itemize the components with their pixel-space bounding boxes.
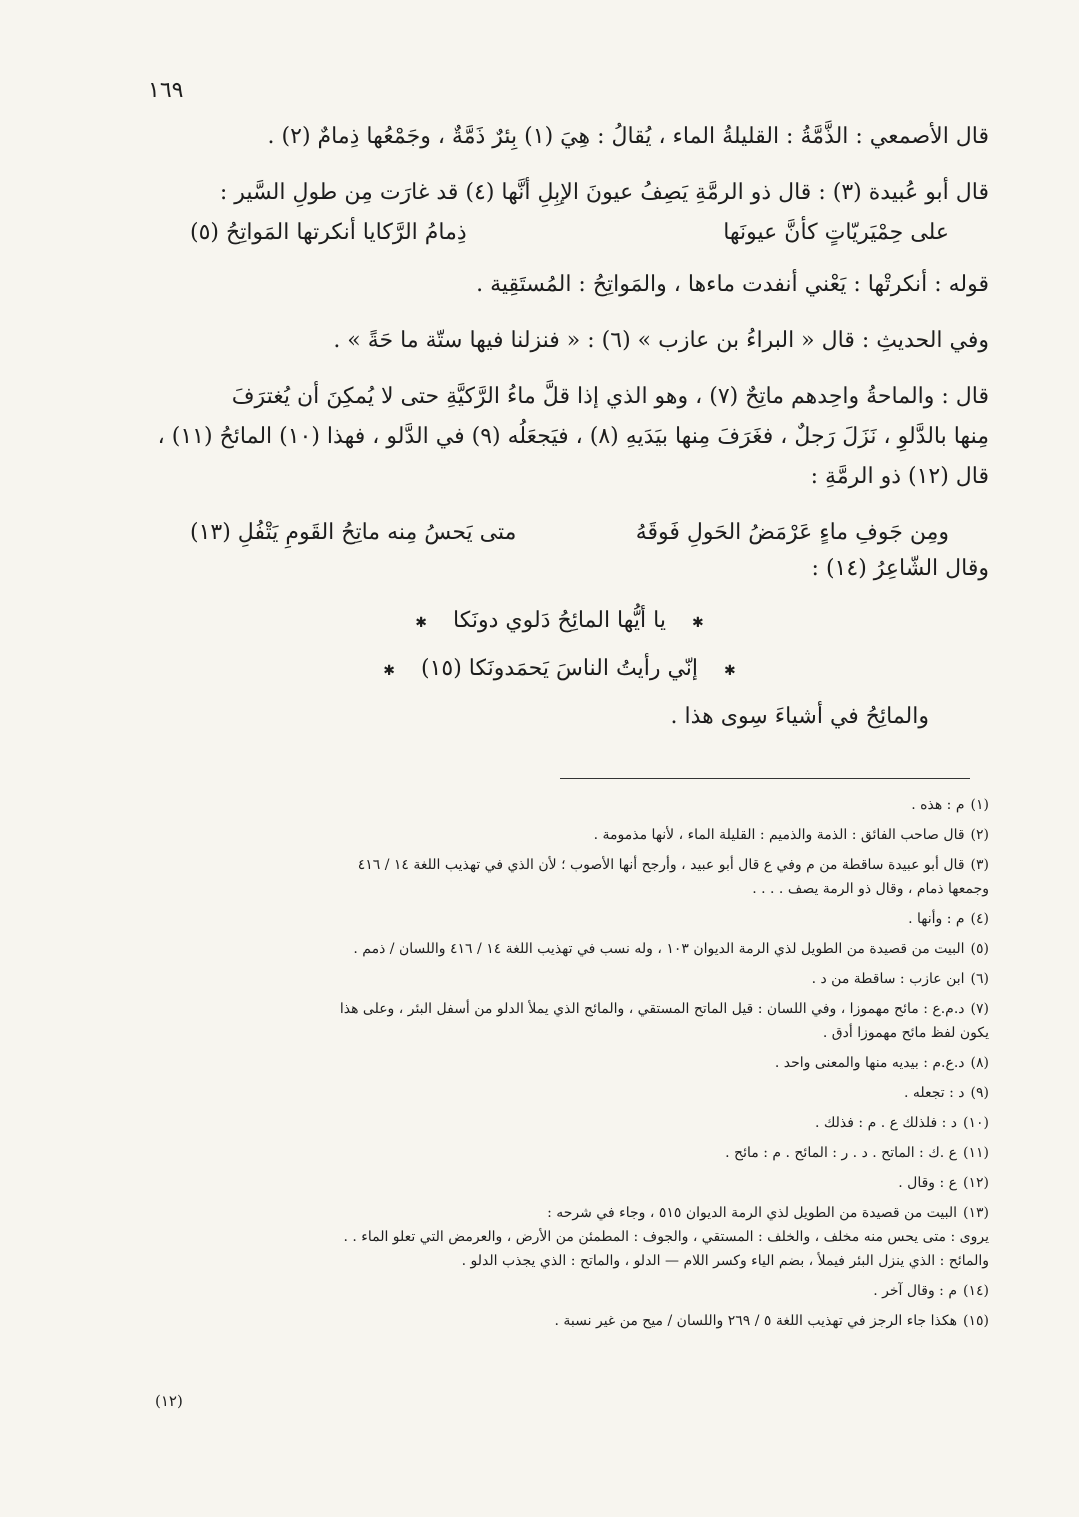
footnote-separator	[560, 778, 970, 779]
footnote: (٢)قال صاحب الفائق : الذمة والذميم : القليلة الماء ، لأنها مذمومة .	[593, 827, 989, 843]
footnote: (٣)قال أبو عبيدة ساقطة من م وفي ع قال أبو عبيد ، وأرجح أنها الأصوب ؛ لأن الذي في تهذيب اللغة ١٤ / ٤١٦	[357, 857, 989, 873]
footnote: (١٢)ع : وقال .	[898, 1175, 989, 1191]
poetry-verse	[190, 518, 949, 548]
rajaz-line: ✱يا أيُّها المائِحُ دَلوي دونَكا✱	[130, 606, 989, 638]
star-ornament-icon: ✱	[724, 663, 736, 679]
footnote: (٦)ابن عازب : ساقطة من د .	[811, 971, 989, 987]
signature-mark: (١٢)	[155, 1392, 183, 1410]
footnote: (١٤)م : وقال آخر .	[873, 1283, 989, 1299]
main-text	[130, 122, 989, 758]
text-line: قال : والماحةُ واحِدهم ماتِحٌ (٧) ، وهو الذي إذا قلَّ ماءُ الرَّكيَّةِ حتى لا يُمكِنَ أن يُغترَفَ	[231, 384, 989, 409]
verse-second-hemistich: ذِمامُ الرَّكايا أنكرتها المَواتِحُ (٥)	[190, 220, 467, 245]
footnote: (١١)ع .ك : الماتح . د . ر : المائح . م : مائح .	[725, 1145, 989, 1161]
page-number: ١٦٩	[148, 78, 184, 103]
verse-second-hemistich: متى يَحسُ مِنه ماتِحُ القَومِ يَتْفُلِ (١٣)	[190, 520, 517, 545]
star-ornament-icon: ✱	[691, 615, 704, 631]
text-line: مِنها بالدَّلوِ ، نَزَلَ رَجلٌ ، فغَرَفَ مِنها بيَدَيهِ (٨) ، فيَجعَلُه (٩) في الدَّلو ، فهذا (١٠) المائحُ (١١) ،	[157, 424, 989, 449]
text-line: قال أبو عُبيدة (٣) : قال ذو الرمَّةِ يَصِفُ عيونَ الإبِلِ أنَّها (٤) قد غارَت مِن طولِ السَّير :	[219, 180, 989, 205]
footnote: (١٣)البيت من قصيدة من الطويل لذي الرمة الديوان ٥١٥ ، وجاء في شرحه :	[547, 1205, 989, 1221]
poetry-verse	[190, 218, 949, 248]
footnote-continuation: يروى : متى يحس منه مخلف ، والخلف : المستقي ، والجوف : المطمئن من الأرض ، والعرمض التي تعلو الماء . .	[343, 1229, 989, 1245]
star-ornament-icon: ✱	[383, 663, 395, 679]
text-line: والمائِحُ في أشياءَ سِوى هذا .	[670, 704, 929, 729]
footnote: (١٠)د : فلذلك ع . م : فذلك .	[814, 1115, 989, 1131]
footnote: (٩)د : تجعله .	[903, 1085, 989, 1101]
footnote: (٨)د.ع.م : بيديه منها والمعنى واحد .	[774, 1055, 989, 1071]
footnote-continuation: وجمعها ذمام ، وقال ذو الرمة يصف . . . .	[752, 881, 989, 897]
star-ornament-icon: ✱	[415, 615, 428, 631]
footnote: (٤)م : وأنها .	[908, 911, 989, 927]
verse-first-hemistich: ومِن جَوفِ ماءٍ عَرْمَضُ الحَولِ فَوقَهُ	[635, 520, 949, 545]
footnote: (١)م : هذه .	[911, 797, 989, 813]
rajaz-line: ✱إنّي رأيتُ الناسَ يَحمَدونَكا (١٥)✱	[130, 654, 989, 686]
footnote: (٥)البيت من قصيدة من الطويل لذي الرمة الديوان ١٠٣ ، وله نسب في تهذيب اللغة ١٤ / ٤١٦ واللسان / ذمم .	[353, 941, 989, 957]
footnotes	[130, 790, 989, 1336]
text-line: قال الأصمعي : الذَّمَّةُ : القليلةُ الماء ، يُقالُ : هِيَ (١) بِئرٌ ذَمَّةٌ ، وجَمْعُها ذِمامٌ (٢) .	[267, 124, 989, 149]
text-line: قال (١٢) ذو الرمَّةِ :	[810, 464, 989, 489]
text-line: قوله : أنكرتْها : يَعْني أنفدت ماءها ، والمَواتِحُ : المُستَقِية .	[476, 272, 989, 297]
footnote: (٧)د.م.ع : مائح مهموزا ، وفي اللسان : قيل الماتح المستقي ، والمائح الذي يملأ الدلو من أسفل البئر ، وعلى هذا	[339, 1001, 989, 1017]
footnote-continuation: يكون لفظ مائح مهموزا أدق .	[822, 1025, 989, 1041]
footnote-continuation: والمائح : الذي ينزل البئر فيملأ ، بضم الياء وكسر اللام — الدلو ، والماتح : الذي يجذب الدلو .	[461, 1253, 989, 1269]
text-line: وفي الحديثِ : قال « البراءُ بن عازب » (٦) : « فنزلنا فيها ستّة ما حَةً » .	[333, 328, 989, 353]
verse-first-hemistich: على حِمْيَريّاتٍ كأنَّ عيونَها	[723, 220, 949, 245]
text-line: وقال الشّاعِرُ (١٤) :	[811, 556, 989, 581]
footnote: (١٥)هكذا جاء الرجز في تهذيب اللغة ٥ / ٢٦٩ واللسان / ميح من غير نسبة .	[554, 1313, 989, 1329]
